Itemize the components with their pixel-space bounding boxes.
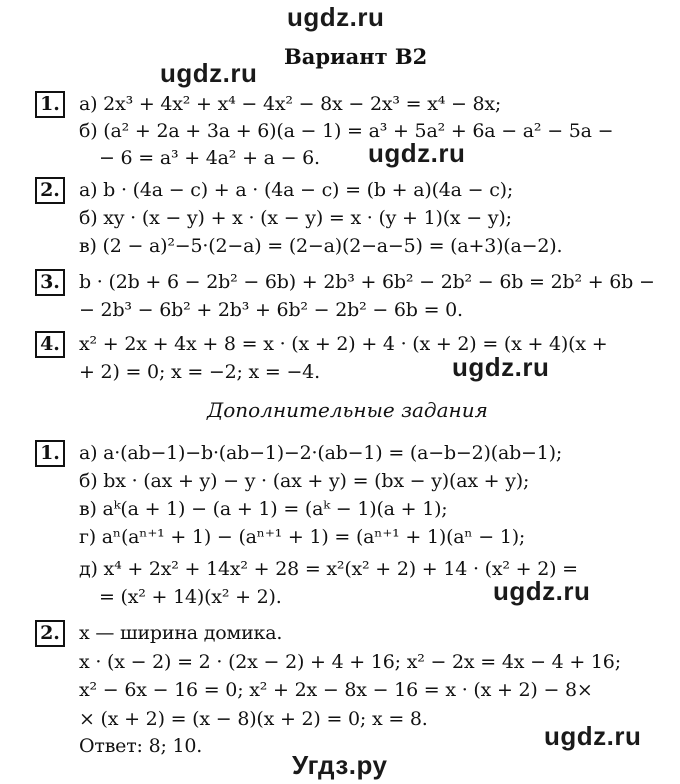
page-title: Вариант В2: [284, 44, 428, 69]
section-subtitle: Дополнительные задания: [207, 398, 488, 422]
task-line: б) (a² + 2a + 3a + 6)(a − 1) = a³ + 5a² + 6a − a² − 5a −: [79, 120, 614, 142]
task-line: в) (2 − a)²−5·(2−a) = (2−a)(2−a−5) = (a+3)(a−2).: [79, 235, 563, 257]
task-number: 1.: [35, 91, 65, 118]
watermark-right: ugdz.ru: [493, 576, 591, 606]
task-line: б) xy · (x − y) + x · (x − y) = x · (y + 1)(x − y);: [79, 207, 512, 229]
task-line: б) bx · (ax + y) − y · (ax + y) = (bx − y)(ax + y);: [79, 470, 530, 492]
watermark-top: ugdz.ru: [287, 2, 385, 32]
task-line: x — ширина домика.: [79, 622, 283, 644]
task-number: 3.: [35, 269, 65, 296]
task-line: + 2) = 0; x = −2; x = −4.: [79, 361, 320, 383]
task-line: а) b · (4a − c) + a · (4a − c) = (b + a)(4a − c);: [79, 179, 514, 201]
task-number: 1.: [35, 440, 65, 467]
task-line: д) x⁴ + 2x² + 14x² + 28 = x²(x² + 2) + 14 · (x² + 2) =: [79, 558, 578, 580]
watermark-center: ugdz.ru: [452, 352, 550, 382]
task-line: b · (2b + 6 − 2b² − 6b) + 2b³ + 6b² − 2b² − 6b = 2b² + 6b −: [79, 271, 655, 293]
task-line: x² + 2x + 4x + 8 = x · (x + 2) + 4 · (x + 2) = (x + 4)(x +: [79, 333, 608, 355]
task-line: × (x + 2) = (x − 8)(x + 2) = 0; x = 8.: [79, 708, 428, 730]
task-line: − 6 = a³ + 4a² + a − 6.: [99, 147, 320, 169]
task-line: г) aⁿ(aⁿ⁺¹ + 1) − (aⁿ⁺¹ + 1) = (aⁿ⁺¹ + 1)(aⁿ − 1);: [79, 526, 526, 548]
task-number: 2.: [35, 177, 65, 204]
task-line: − 2b³ − 6b² + 2b³ + 6b² − 2b² − 6b = 0.: [79, 299, 463, 321]
task-line: а) 2x³ + 4x² + x⁴ − 4x² − 8x − 2x³ = x⁴ − 8x;: [79, 93, 502, 115]
watermark-footer: Угдз.ру: [292, 750, 388, 780]
task-line: Ответ: 8; 10.: [79, 735, 203, 757]
task-line: а) a·(ab−1)−b·(ab−1)−2·(ab−1) = (a−b−2)(ab−1);: [79, 442, 563, 464]
task-line: в) aᵏ(a + 1) − (a + 1) = (aᵏ − 1)(a + 1);: [79, 498, 448, 520]
watermark-left: ugdz.ru: [160, 58, 258, 88]
task-line: = (x² + 14)(x² + 2).: [99, 586, 282, 608]
task-number: 2.: [35, 620, 65, 647]
watermark-bottom-right: ugdz.ru: [544, 721, 642, 751]
watermark-mid: ugdz.ru: [368, 138, 466, 168]
task-number: 4.: [35, 331, 65, 358]
task-line: x · (x − 2) = 2 · (2x − 2) + 4 + 16; x² − 2x = 4x − 4 + 16;: [79, 651, 621, 673]
task-line: x² − 6x − 16 = 0; x² + 2x − 8x − 16 = x · (x + 2) − 8×: [79, 679, 593, 701]
